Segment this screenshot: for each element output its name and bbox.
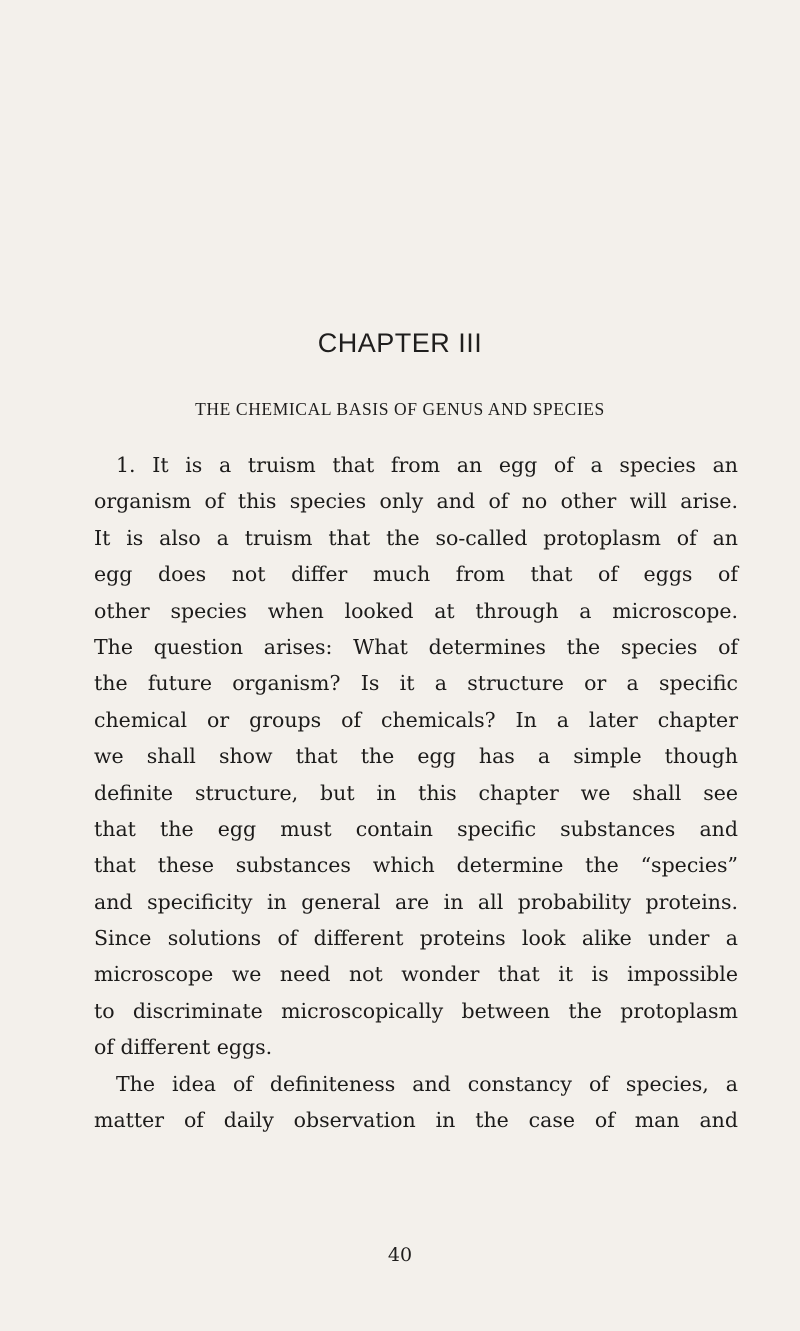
text-line: that the egg must contain specific substances and [94,816,738,841]
text-line: The idea of definiteness and constancy of species, a [116,1071,738,1096]
page-number: 40 [387,1244,413,1266]
text-line: we shall show that the egg has a simple though [94,744,738,769]
chapter-subtitle: THE CHEMICAL BASIS OF GENUS AND SPECIES [195,399,605,419]
text-line: the future organism? Is it a structure or a specific [94,671,738,696]
text-line: microscope we need not wonder that it is impossible [94,962,738,987]
text-line: of different eggs. [94,1035,273,1060]
text-line: that these substances which determine the “species” [94,853,738,878]
text-line: 1. It is a truism that from an egg of a species an [116,453,738,477]
text-line: and specificity in general are in all probability proteins. [94,889,738,914]
text-line: other species when looked at through a microscope. [94,598,738,623]
text-line: Since solutions of different proteins look alike under a [94,926,738,951]
text-line: matter of daily observation in the case of man and [94,1108,738,1133]
chapter-title: CHAPTER III [317,328,483,358]
text-line: The question arises: What determines the species of [94,634,738,659]
text-line: It is also a truism that the so-called protoplasm of an [94,525,738,550]
text-line: to discriminate microscopically between the protoplasm [94,998,738,1023]
text-line: organism of this species only and of no other will arise. [94,489,738,514]
text-line: definite structure, but in this chapter we shall see [94,780,738,805]
text-line: chemical or groups of chemicals? In a later chapter [94,707,738,732]
body-text [94,447,738,1138]
text-line: egg does not differ much from that of eggs of [94,562,738,587]
